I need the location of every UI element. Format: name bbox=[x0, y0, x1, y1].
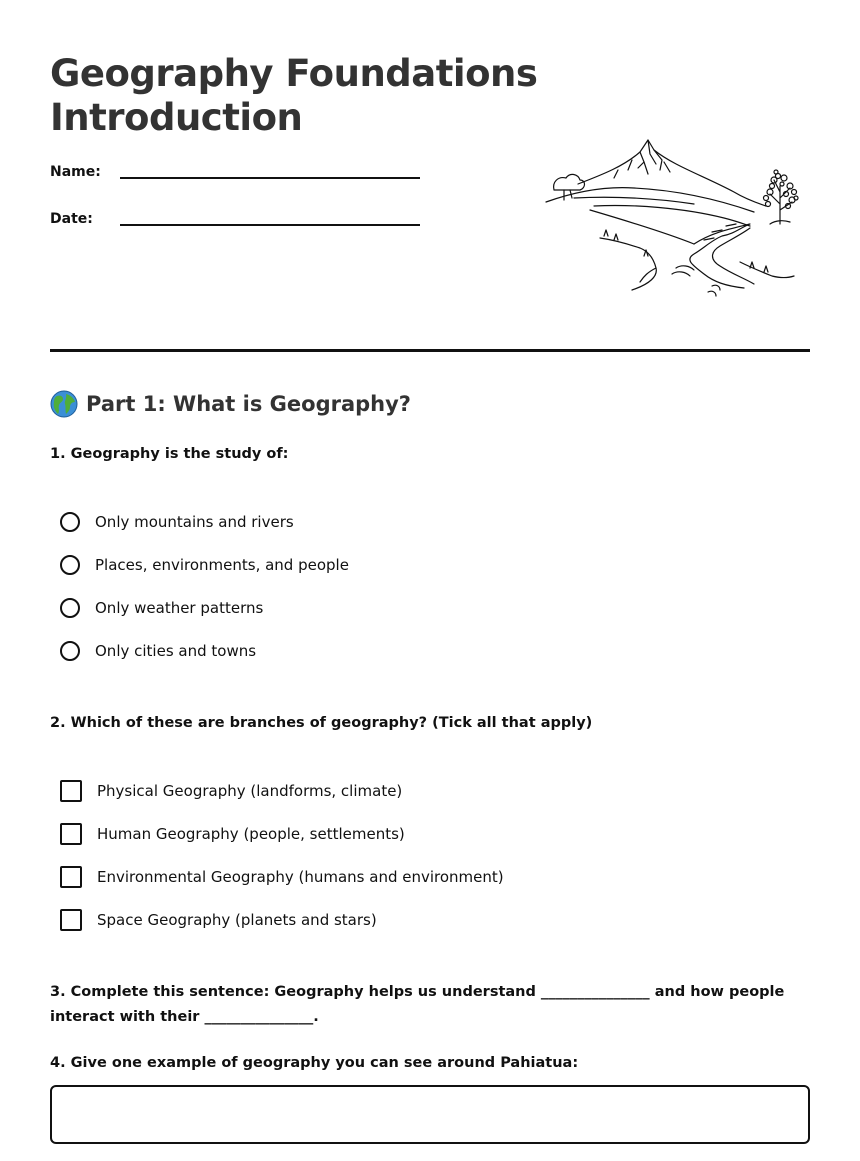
name-label: Name: bbox=[50, 164, 101, 180]
q1-option-3[interactable] bbox=[60, 595, 263, 621]
option-label: Only mountains and rivers bbox=[95, 513, 294, 531]
option-label: Only cities and towns bbox=[95, 642, 257, 660]
checkbox[interactable] bbox=[60, 823, 82, 845]
q1-option-2[interactable] bbox=[60, 552, 349, 578]
checkbox[interactable] bbox=[60, 780, 82, 802]
q1-option-4[interactable] bbox=[60, 638, 256, 664]
radio-button[interactable] bbox=[60, 598, 80, 618]
date-label: Date: bbox=[50, 211, 93, 227]
part1-title: Part 1: What is Geography? bbox=[86, 392, 411, 416]
title-line-1: Geography Foundations bbox=[50, 52, 538, 95]
q2-option-2[interactable] bbox=[60, 821, 405, 847]
question-2: 2. Which of these are branches of geography? (Tick all that apply) bbox=[50, 715, 593, 731]
name-field[interactable] bbox=[50, 164, 420, 188]
header-divider bbox=[50, 349, 810, 352]
date-field[interactable] bbox=[50, 211, 420, 235]
radio-button[interactable] bbox=[60, 555, 80, 575]
globe-emoji-icon bbox=[50, 390, 78, 418]
part1-header bbox=[50, 389, 411, 419]
q2-option-3[interactable] bbox=[60, 864, 504, 890]
date-answer-line[interactable] bbox=[120, 224, 420, 226]
mountain-river-landscape-illustration bbox=[544, 136, 800, 298]
option-label: Physical Geography (landforms, climate) bbox=[97, 782, 403, 800]
title-line-2: Introduction bbox=[50, 96, 303, 139]
option-label: Human Geography (people, settlements) bbox=[97, 825, 405, 843]
option-label: Space Geography (planets and stars) bbox=[97, 911, 377, 929]
option-label: Places, environments, and people bbox=[95, 556, 349, 574]
option-label: Environmental Geography (humans and environment) bbox=[97, 868, 504, 886]
question-3: 3. Complete this sentence: Geography helps us understand _______________ and how people interact with their _______________. bbox=[50, 984, 785, 1025]
radio-button[interactable] bbox=[60, 641, 80, 661]
option-label: Only weather patterns bbox=[95, 599, 264, 617]
question-4: 4. Give one example of geography you can see around Pahiatua: bbox=[50, 1055, 579, 1071]
radio-button[interactable] bbox=[60, 512, 80, 532]
q2-option-1[interactable] bbox=[60, 778, 402, 804]
q1-option-1[interactable] bbox=[60, 509, 294, 535]
q4-answer-box[interactable] bbox=[50, 1085, 810, 1144]
question-1: 1. Geography is the study of: bbox=[50, 446, 289, 462]
name-answer-line[interactable] bbox=[120, 177, 420, 179]
q2-option-4[interactable] bbox=[60, 907, 377, 933]
checkbox[interactable] bbox=[60, 909, 82, 931]
worksheet-title bbox=[50, 52, 570, 140]
checkbox[interactable] bbox=[60, 866, 82, 888]
